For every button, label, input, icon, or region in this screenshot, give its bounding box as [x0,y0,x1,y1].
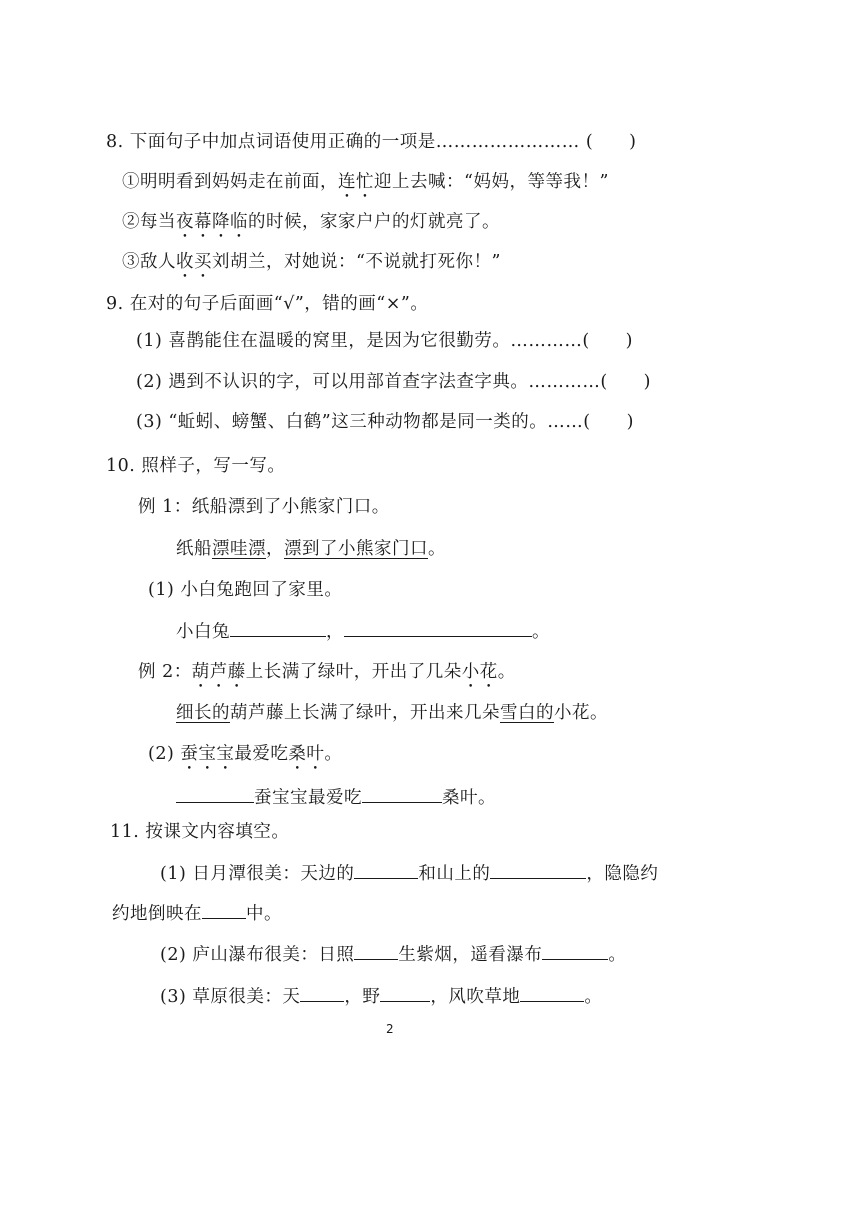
q11-blank-7[interactable] [380,983,430,1002]
q11-blank-5[interactable] [542,941,608,960]
page-number: 2 [386,1022,394,1036]
ex2-answer-mid: 葫芦藤上长满了绿叶，开出来几朵 [230,703,500,723]
prompt-2-end: 。 [324,744,343,764]
ex1-answer-end: 。 [428,539,446,559]
q11-blank-4[interactable] [354,941,398,960]
ex2-pre: 例 2： [138,662,192,682]
q10-prompt-2 [148,742,342,774]
ex2-mid: 上长满了绿叶，开出了几朵 [245,662,462,682]
q8-option-3-post: 刘胡兰，对她说：“不说就打死你！” [212,252,501,272]
q11-line-3 [160,941,626,967]
q9-item-2: (2) 遇到不认识的字，可以用部首查字法查字典。…………( ) [136,372,652,392]
ex1-answer-underlined-2: 漂到了小熊家门口 [284,539,428,559]
answer-1-lead: 小白兔 [176,622,230,642]
ex2-dotted-1: 葫芦藤 [191,662,246,682]
prompt-2-dotted-1: 蚕宝宝 [180,744,235,764]
ex2-answer-underlined-2: 雪白的 [500,703,554,723]
q11-line-4-a: (3) 草原很美：天 [160,987,301,1007]
q8-option-1-post: 迎上去喊：“妈妈，等等我！” [374,172,609,192]
q11-line-2 [112,900,282,926]
q10-example-2 [138,660,516,692]
q11-line-4-b: ，野 [344,987,381,1007]
q10-title: 10. 照样子，写一写。 [106,456,286,476]
prompt-2-mid: 最爱吃 [234,744,289,764]
q8-option-3-pre: ③敌人 [122,252,176,272]
q8-option-2-pre: ②每当 [122,212,176,232]
ex2-dotted-2: 小花 [461,662,498,682]
q11-title: 11. 按课文内容填空。 [110,822,290,842]
q8-title: 8. 下面句子中加点词语使用正确的一项是…………………… ( ) [106,132,637,152]
answer-1-end: 。 [532,622,550,642]
q8-option-1-dotted: 连忙 [338,172,374,192]
q11-line-1-b: 和山上的 [418,864,491,884]
q10-example-1-answer [176,537,446,561]
answer-2-blank-a[interactable] [176,784,254,803]
ex1-answer-pre: 纸船 [176,539,212,559]
q10-prompt-1: (1) 小白兔跑回了家里。 [148,580,343,600]
q11-line-4 [160,983,602,1009]
answer-2-mid: 蚕宝宝最爱吃 [254,788,362,808]
q11-blank-2[interactable] [490,860,586,879]
q8-option-2-post: 的时候，家家户户的灯就亮了。 [248,212,500,232]
q9-title: 9. 在对的句子后面画“√”，错的画“×”。 [106,294,429,314]
q8-option-2 [122,210,500,242]
answer-1-comma: ， [326,622,344,642]
ex2-answer-underlined-1: 细长的 [176,703,230,723]
q10-example-1: 例 1：纸船漂到了小熊家门口。 [138,497,390,517]
prompt-2-dotted-2: 桑叶 [288,744,325,764]
q11-line-1-a: (1) 日月潭很美：天边的 [160,864,355,884]
q11-line-2-b: 中。 [246,904,282,924]
q11-line-3-c: 。 [608,945,627,965]
q8-option-1-pre: ①明明看到妈妈走在前面， [122,172,338,192]
q10-example-2-answer [176,701,608,725]
ex1-answer-underlined-1: 漂哇漂 [212,539,266,559]
q11-blank-8[interactable] [520,983,584,1002]
q9-item-3: (3) “蚯蚓、螃蟹、白鹤”这三种动物都是同一类的。……( ) [136,412,634,432]
q11-line-1-c: ，隐隐约 [586,864,659,884]
ex1-answer-mid: ， [266,539,284,559]
q11-line-2-a: 约地倒映在 [112,904,202,924]
ex2-end: 。 [497,662,516,682]
q11-blank-6[interactable] [300,983,344,1002]
q10-answer-2 [176,784,496,810]
q10-answer-1 [176,618,550,644]
q11-line-1 [160,860,658,886]
q9-item-1: (1) 喜鹊能住在温暖的窝里，是因为它很勤劳。…………( ) [136,331,634,351]
answer-1-blank-a[interactable] [230,618,326,637]
q8-option-2-dotted: 夜幕降临 [176,212,248,232]
q11-blank-3[interactable] [202,900,246,919]
q11-blank-1[interactable] [354,860,418,879]
q8-option-3 [122,250,501,282]
answer-2-blank-b[interactable] [362,784,442,803]
answer-2-end: 桑叶。 [442,788,496,808]
q11-line-4-d: 。 [584,987,603,1007]
prompt-2-pre: (2) [148,744,181,764]
q11-line-3-a: (2) 庐山瀑布很美：日照 [160,945,355,965]
q8-option-3-dotted: 收买 [176,252,212,272]
answer-1-blank-b[interactable] [344,618,532,637]
q11-line-4-c: ，风吹草地 [430,987,521,1007]
ex2-answer-end: 小花。 [554,703,608,723]
q11-line-3-b: 生紫烟，遥看瀑布 [398,945,543,965]
q8-option-1 [122,170,609,202]
